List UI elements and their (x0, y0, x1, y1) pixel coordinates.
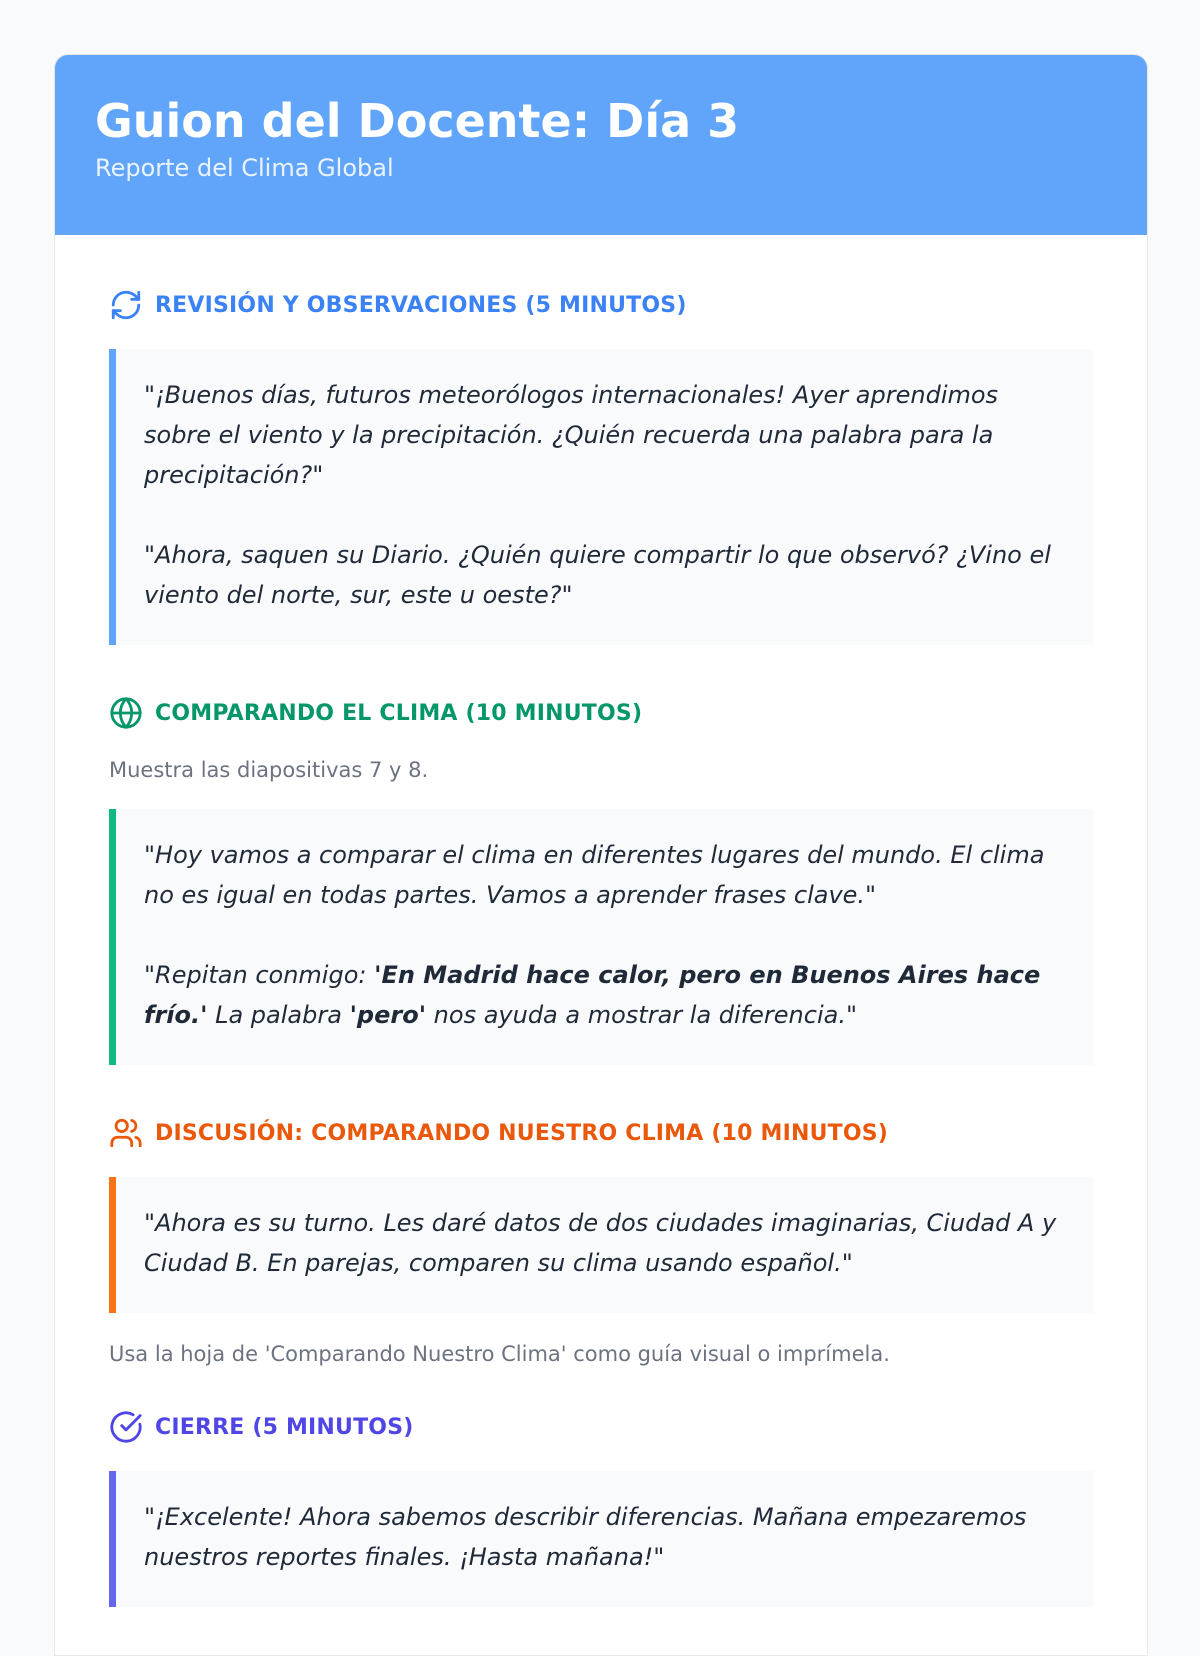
quote-paragraph: "Ahora, saquen su Diario. ¿Quién quiere compartir lo que observó? ¿Vino el viento del norte, sur, este u oeste?" (144, 541, 1051, 609)
section-heading (109, 287, 1093, 323)
script-card (54, 54, 1148, 1656)
quote-paragraph (144, 955, 1063, 1035)
teacher-quote (109, 1177, 1093, 1313)
section-heading (109, 1115, 1093, 1151)
script-content (55, 235, 1147, 1607)
quote-text: nos ayuda a mostrar la diferencia." (426, 1001, 857, 1029)
section-heading-label: DISCUSIÓN: COMPARANDO NUESTRO CLIMA (10 MINUTOS) (155, 1120, 889, 1146)
quote-paragraph: "¡Excelente! Ahora sabemos describir diferencias. Mañana empezaremos nuestros reportes finales. ¡Hasta mañana!" (144, 1503, 1027, 1571)
page-header (55, 55, 1147, 235)
page-subtitle: Reporte del Clima Global (95, 154, 394, 182)
section-heading (109, 695, 1093, 731)
section-comparing (109, 695, 1093, 1065)
page-title: Guion del Docente: Día 3 (95, 94, 740, 148)
refresh-icon (109, 288, 143, 322)
section-heading-label: COMPARANDO EL CLIMA (10 MINUTOS) (155, 700, 643, 726)
users-icon (109, 1116, 143, 1150)
quote-paragraph: "Ahora es su turno. Les daré datos de dos ciudades imaginarias, Ciudad A y Ciudad B. En parejas, comparen su clima usando español." (144, 1209, 1057, 1277)
teacher-note: Usa la hoja de 'Comparando Nuestro Clima' como guía visual o imprímela. (109, 1342, 890, 1366)
section-heading-label: CIERRE (5 MINUTOS) (155, 1414, 414, 1440)
quote-paragraph: "Hoy vamos a comparar el clima en diferentes lugares del mundo. El clima no es igual en todas partes. Vamos a aprender frases clave." (144, 841, 1045, 909)
quote-text: "Repitan conmigo: (144, 961, 375, 989)
section-heading (109, 1409, 1093, 1445)
teacher-quote (109, 809, 1093, 1065)
section-review (109, 287, 1093, 645)
quote-paragraph: "¡Buenos días, futuros meteorólogos internacionales! Ayer aprendimos sobre el viento y la precipitación. ¿Quién recuerda una palabra para la precipitación?" (144, 381, 999, 489)
section-heading-label: REVISIÓN Y OBSERVACIONES (5 MINUTOS) (155, 292, 687, 318)
section-discussion (109, 1115, 1093, 1369)
quote-text: La palabra (207, 1001, 350, 1029)
teacher-quote (109, 349, 1093, 645)
key-word: 'pero' (349, 1001, 427, 1029)
section-closing (109, 1409, 1093, 1607)
teacher-note: Muestra las diapositivas 7 y 8. (109, 758, 429, 782)
globe-icon (109, 696, 143, 730)
check-circle-icon (109, 1410, 143, 1444)
key-phrase: 'En Madrid hace calor, pero en Buenos Aires hace frío.' (144, 961, 1041, 1029)
teacher-quote (109, 1471, 1093, 1607)
